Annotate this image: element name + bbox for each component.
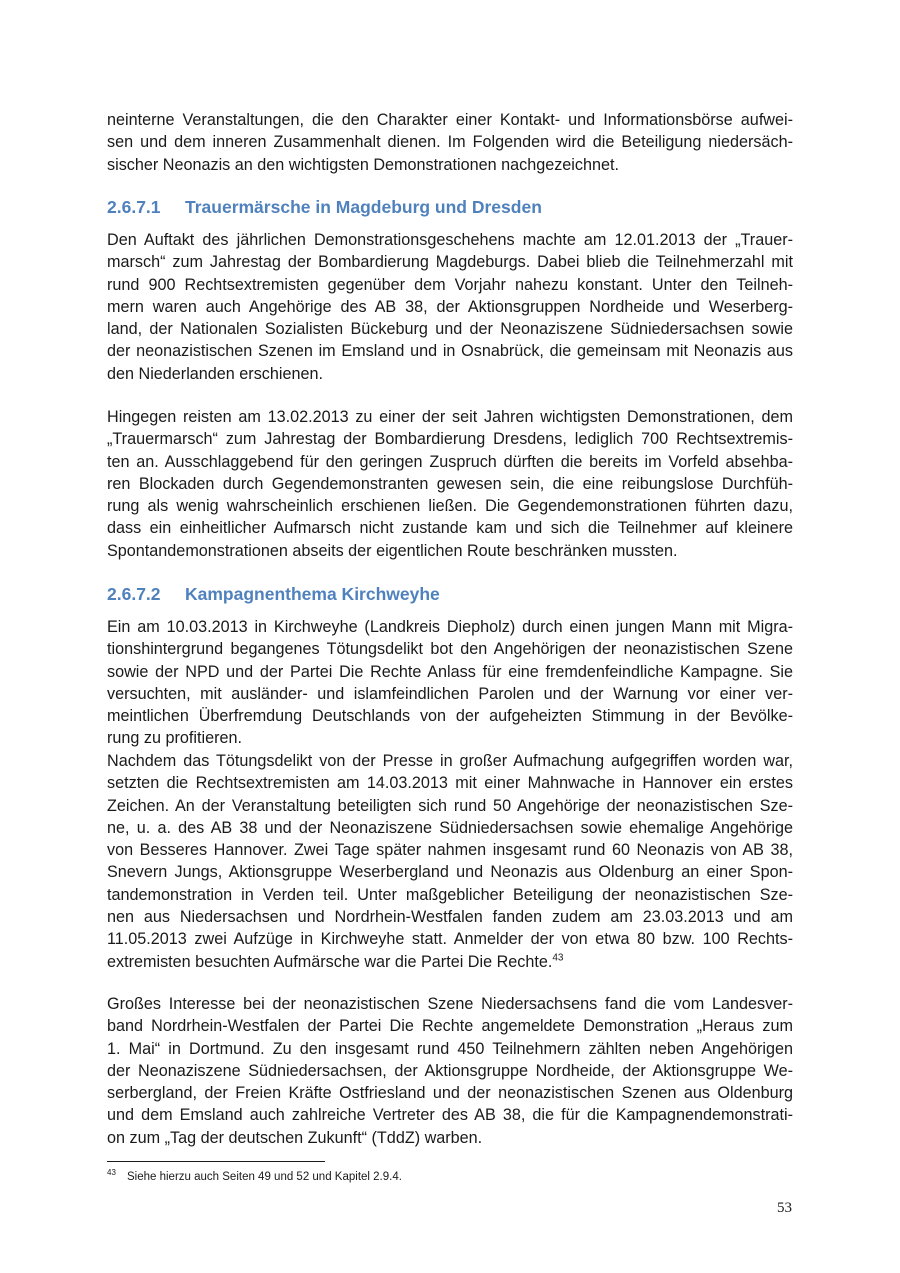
text-line: 1. Mai“ in Dortmund. Zu den insgesamt rund 450 Teilnehmern zählten neben Angehörigen bbox=[107, 1039, 793, 1058]
section2-paragraph-1 bbox=[107, 616, 793, 750]
intro-paragraph bbox=[107, 109, 793, 176]
section2-paragraph-2 bbox=[107, 750, 793, 973]
text-line: den Niederlanden erschienen. bbox=[107, 364, 323, 383]
text-line: band Nordrhein-Westfalen der Partei Die Rechte angemeldete Demonstration „Heraus zum bbox=[107, 1017, 793, 1036]
text-line: der neonazistischen Szenen im Emsland und in Osnabrück, die gemeinsam mit Neonazis aus bbox=[107, 342, 793, 361]
text-line: land, der Nationalen Sozialisten Bückeburg und der Neonaziszene Südniedersachsen sowie bbox=[107, 320, 793, 339]
section1-paragraph-2 bbox=[107, 406, 793, 562]
section1-paragraph-1 bbox=[107, 229, 793, 385]
text-line: sen und dem inneren Zusammenhalt dienen. Im Folgenden wird die Beteiligung niedersäch- bbox=[107, 133, 793, 152]
text-line bbox=[107, 951, 793, 973]
text-line: Großes Interesse bei der neonazistischen Szene Niedersachsens fand die vom Landesver- bbox=[107, 995, 793, 1013]
page-number: 53 bbox=[777, 1200, 792, 1216]
text-line: „Trauermarsch“ zum Jahrestag der Bombardierung Dresdens, lediglich 700 Rechtsextremis- bbox=[107, 430, 793, 449]
text-line: Hingegen reisten am 13.02.2013 zu einer der seit Jahren wichtigsten Demonstrationen, dem bbox=[107, 408, 793, 426]
text-line: Den Auftakt des jährlichen Demonstrationsgeschehens machte am 12.01.2013 der „Trauer- bbox=[107, 231, 793, 249]
section2-paragraph-3 bbox=[107, 993, 793, 1149]
footnote: 43 Siehe hierzu auch Seiten 49 und 52 und Kapitel 2.9.4. bbox=[107, 1168, 402, 1183]
text-line: tandemonstration in Verden teil. Unter maßgeblicher Beteiligung der neonazistischen Sze- bbox=[107, 885, 793, 904]
footnote-text: Siehe hierzu auch Seiten 49 und 52 und Kapitel 2.9.4. bbox=[127, 1171, 402, 1183]
text-line: ne, u. a. des AB 38 und der Neonaziszene Südniedersachsen sowie ehemalige Angehörige bbox=[107, 818, 793, 837]
text-line: rung als wenig wahrscheinlich erschienen ließen. Die Gegendemonstrationen führten dazu, bbox=[107, 497, 793, 516]
text-line: ten an. Ausschlaggebend für den geringen Zuspruch dürften die bereits im Vorfeld absehba- bbox=[107, 452, 793, 471]
text-line: rung zu profitieren. bbox=[107, 729, 242, 748]
text-line: nen aus Niedersachsen und Nordrhein-Westfalen fanden zudem am 23.03.2013 und am bbox=[107, 908, 793, 927]
footnote-reference[interactable]: 43 bbox=[552, 952, 564, 964]
text-line: Ein am 10.03.2013 in Kirchweyhe (Landkreis Diepholz) durch einen jungen Mann mit Migra- bbox=[107, 618, 793, 636]
text-line: mern waren auch Angehörige des AB 38, der Aktionsgruppen Nordheide und Weserberg- bbox=[107, 297, 793, 316]
section-title: Trauermärsche in Magdeburg und Dresden bbox=[185, 197, 542, 217]
text-line: versuchten, mit ausländer- und islamfeindlichen Parolen und der Warnung vor einer ver- bbox=[107, 684, 793, 703]
text-line: on zum „Tag der deutschen Zukunft“ (TddZ) warben. bbox=[107, 1128, 483, 1147]
section-heading-2-6-7-2 bbox=[107, 584, 793, 605]
text-line: Snevern Jungs, Aktionsgruppe Weserbergland und Neonazis aus Oldenburg an einer Spon- bbox=[107, 863, 793, 882]
text-line: der Neonaziszene Südniedersachsen, der Aktionsgruppe Nordheide, der Aktionsgruppe We- bbox=[107, 1061, 793, 1080]
text-line: Spontandemonstrationen abseits der eigentlichen Route beschränken mussten. bbox=[107, 541, 678, 560]
text-line-content: extremisten besuchten Aufmärsche war die Partei Die Rechte. bbox=[107, 952, 553, 971]
text-line: 11.05.2013 zwei Aufzüge in Kirchweyhe statt. Anmelder der von etwa 80 bzw. 100 Rechts- bbox=[107, 930, 793, 949]
text-line: serbergland, der Freien Kräfte Ostfriesland und der neonazistischen Szenen aus Oldenburg bbox=[107, 1084, 793, 1103]
footnote-separator bbox=[107, 1161, 325, 1162]
text-line: sowie der NPD und der Partei Die Rechte Anlass für eine fremdenfeindliche Kampagne. Sie bbox=[107, 662, 793, 681]
section-number: 2.6.7.1 bbox=[107, 197, 161, 217]
text-line: Nachdem das Tötungsdelikt von der Presse in großer Aufmachung aufgegriffen worden war, bbox=[107, 752, 793, 770]
text-line: marsch“ zum Jahrestag der Bombardierung Magdeburgs. Dabei blieb die Teilnehmerzahl mit bbox=[107, 253, 793, 272]
text-line: sischer Neonazis an den wichtigsten Demonstrationen nachgezeichnet. bbox=[107, 155, 620, 174]
text-line: und dem Emsland auch zahlreiche Vertreter des AB 38, die für die Kampagnendemonstrati- bbox=[107, 1106, 793, 1125]
text-line: ren Blockaden durch Gegendemonstranten gewesen sein, die eine reibungslose Durchfüh- bbox=[107, 474, 793, 493]
text-line: setzten die Rechtsextremisten am 14.03.2013 mit einer Mahnwache in Hannover ein erstes bbox=[107, 774, 793, 793]
text-line: von Besseres Hannover. Zwei Tage später nahmen insgesamt rund 60 Neonazis von AB 38, bbox=[107, 841, 793, 860]
section-number: 2.6.7.2 bbox=[107, 584, 161, 604]
text-line: rund 900 Rechtsextremisten gegenüber dem Vorjahr nahezu konstant. Unter den Teilneh- bbox=[107, 275, 793, 294]
text-line: meintlichen Überfremdung Deutschlands von der aufgeheizten Stimmung in der Bevölke- bbox=[107, 707, 793, 726]
text-line: Zeichen. An der Veranstaltung beteiligten sich rund 50 Angehörige der neonazistischen Sze- bbox=[107, 796, 793, 815]
text-line: tionshintergrund begangenes Tötungsdelikt bot den Angehörigen der neonazistischen Szene bbox=[107, 640, 793, 659]
text-line: neinterne Veranstaltungen, die den Charakter einer Kontakt- und Informationsbörse aufwei- bbox=[107, 111, 793, 129]
section-title: Kampagnenthema Kirchweyhe bbox=[185, 584, 440, 604]
text-line: dass ein einheitlicher Aufmarsch nicht zustande kam und sich die Teilnehmer auf kleinere bbox=[107, 519, 793, 538]
section-heading-2-6-7-1 bbox=[107, 197, 793, 218]
